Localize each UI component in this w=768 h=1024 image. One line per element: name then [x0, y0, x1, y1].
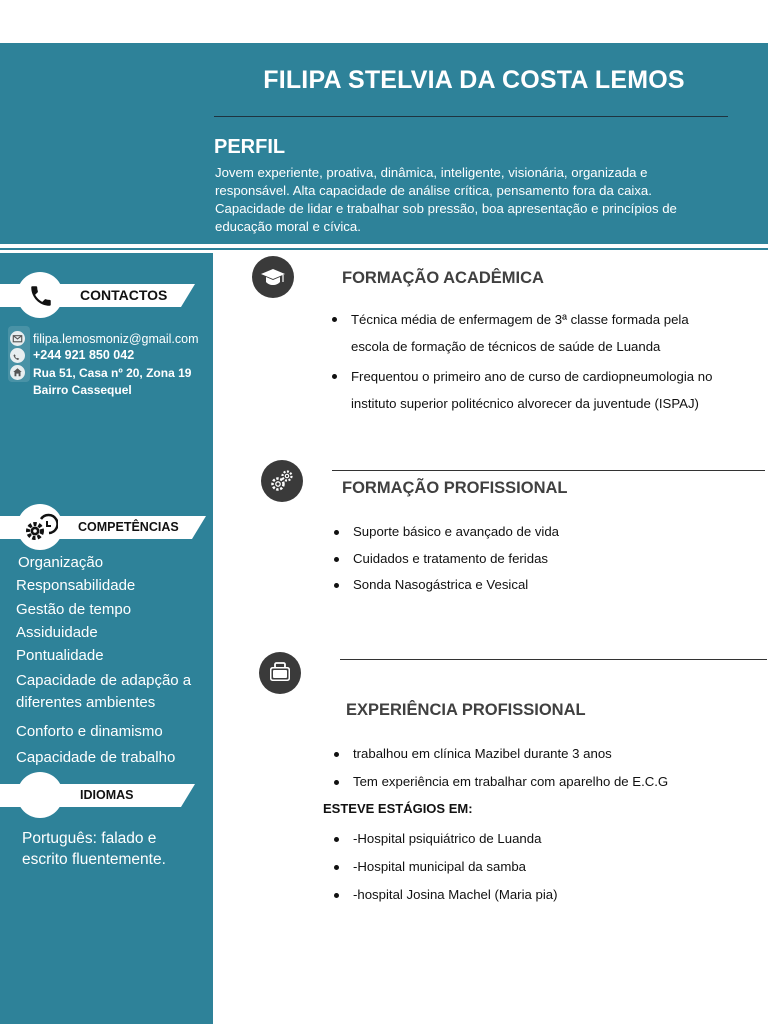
- profissional-item: Suporte básico e avançado de vida: [331, 519, 731, 546]
- academica-item: Técnica média de enfermagem de 3ª classe formada pela escola de formação de técnicos de saúde de Luanda: [329, 306, 729, 360]
- competencia-item: Conforto e dinamismo: [16, 723, 163, 740]
- competencia-item: Capacidade de trabalho: [16, 749, 176, 766]
- idiomas-heading: IDIOMAS: [80, 788, 134, 802]
- phone-small-icon: [10, 348, 25, 363]
- contact-address-line2: Bairro Cassequel: [33, 383, 132, 397]
- competencia-item: Gestão de tempo: [16, 601, 132, 618]
- contact-phone[interactable]: +244 921 850 042: [33, 348, 135, 362]
- experiencia-item: trabalhou em clínica Mazibel durante 3 anos: [331, 740, 751, 768]
- experiencia-rule: [340, 659, 767, 660]
- experiencia-item: Tem experiência em trabalhar com aparelho de E.C.G: [331, 768, 751, 796]
- profissional-item: Cuidados e tratamento de feridas: [331, 546, 731, 573]
- idiomas-text: Português: falado e escrito fluentemente.: [22, 830, 166, 868]
- profissional-rule: [332, 470, 765, 471]
- competencia-item: Responsabilidade: [16, 577, 136, 594]
- contact-address-line1: Rua 51, Casa nº 20, Zona 19: [33, 366, 192, 380]
- perfil-text: Jovem experiente, proativa, dinâmica, inteligente, visionária, organizada e responsável. Alta capacidade de análise crítica, pensamento fora da caixa. Capacidade de lidar e trabalhar sob pressão, boa apresentação e princípios de educação moral e cívica.: [215, 165, 677, 234]
- idiomas-icon-circle: [17, 772, 63, 818]
- gears-icon: [268, 467, 296, 495]
- competencia-item: Organização: [18, 554, 104, 571]
- contactos-heading: CONTACTOS: [80, 287, 168, 303]
- estagio-item: -Hospital psiquiátrico de Luanda: [331, 825, 751, 853]
- experiencia-heading: EXPERIÊNCIA PROFISSIONAL: [346, 701, 586, 719]
- competencia-item: Assiduidade: [16, 624, 98, 641]
- profissional-list: [331, 519, 731, 599]
- academica-list: [329, 306, 729, 417]
- candidate-name: FILIPA STELVIA DA COSTA LEMOS: [263, 66, 685, 94]
- academica-item: Frequentou o primeiro ano de curso de cardiopneumologia no instituto superior politécnico alvorecer da juventude (ISPAJ): [329, 363, 729, 417]
- estagio-item: -hospital Josina Machel (Maria pia): [331, 881, 751, 909]
- competencia-item: Pontualidade: [16, 647, 104, 664]
- competencias-heading: COMPETÊNCIAS: [78, 520, 179, 534]
- perfil-heading: PERFIL: [214, 136, 286, 158]
- graduation-cap-icon: [259, 264, 287, 290]
- home-icon: [10, 365, 25, 380]
- estagio-item: -Hospital municipal da samba: [331, 853, 751, 881]
- experiencia-list: [331, 740, 751, 796]
- profissional-heading: FORMAÇÃO PROFISSIONAL: [342, 479, 568, 497]
- header-divider: [0, 248, 768, 250]
- gear-clock-icon: [22, 511, 58, 545]
- briefcase-icon: [267, 659, 293, 685]
- email-icon: [10, 331, 25, 346]
- estagios-heading: ESTEVE ESTÁGIOS EM:: [323, 801, 473, 816]
- contact-email[interactable]: filipa.lemosmoniz@gmail.com: [33, 332, 199, 346]
- profissional-item: Sonda Nasogástrica e Vesical: [331, 572, 731, 599]
- academica-heading: FORMAÇÃO ACADÊMICA: [342, 269, 544, 287]
- phone-icon: [28, 283, 54, 309]
- competencia-item: Capacidade de adapção a diferentes ambientes: [16, 672, 192, 711]
- name-underline: [214, 116, 728, 117]
- estagios-list: [331, 825, 751, 909]
